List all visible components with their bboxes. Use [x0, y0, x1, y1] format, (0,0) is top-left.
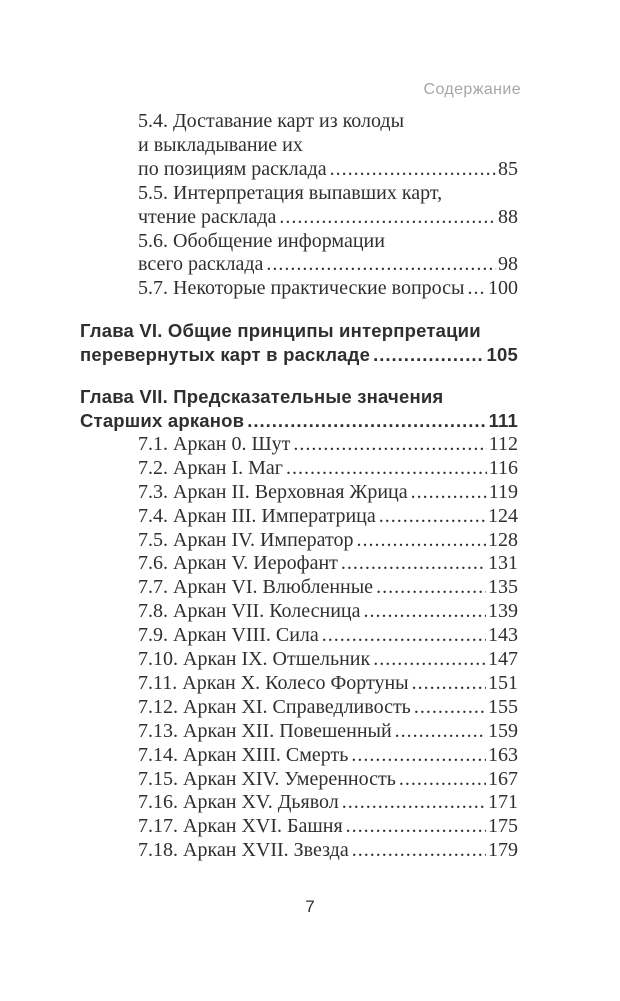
toc-entry-page: 100	[488, 277, 518, 300]
dot-leader	[414, 696, 486, 720]
toc-entry-page: 128	[488, 528, 518, 551]
toc-entry-text: 7.18. Аркан XVII. Звезда	[138, 839, 349, 862]
dot-leader	[293, 433, 486, 457]
toc-entry	[80, 110, 518, 134]
toc-entry-page: 105	[486, 344, 518, 366]
toc-entry	[80, 319, 518, 343]
toc-entry	[80, 744, 518, 768]
toc-entry-text: 7.10. Аркан IX. Отшельник	[138, 648, 371, 671]
dot-leader	[322, 624, 486, 648]
toc-entry-text: 7.3. Аркан II. Верховная Жрица	[138, 480, 408, 503]
dot-leader	[286, 457, 487, 481]
toc-entry-page: 98	[498, 253, 518, 276]
toc-entry	[80, 409, 518, 433]
toc-entry	[80, 576, 518, 600]
toc-entry	[80, 182, 518, 206]
toc-entry-text: Глава VI. Общие принципы интерпретации	[80, 320, 481, 342]
toc-entry	[80, 433, 518, 457]
toc-entry	[80, 230, 518, 254]
dot-leader	[376, 576, 486, 600]
page-number: 7	[305, 897, 315, 916]
toc-entry-page: 171	[488, 791, 518, 814]
toc-entry	[80, 277, 518, 301]
toc-entry	[80, 481, 518, 505]
toc-entry-page: 131	[488, 552, 518, 575]
toc-entry-text: 5.7. Некоторые практические вопросы	[138, 277, 465, 300]
toc-entry-text: и выкладывание их	[138, 133, 303, 156]
toc-entry-text: 7.4. Аркан III. Императрица	[138, 504, 376, 527]
toc-entry-page: 111	[488, 409, 518, 431]
toc-entry-page: 85	[498, 157, 518, 180]
toc-list	[80, 110, 518, 863]
dot-leader	[266, 253, 496, 277]
toc-entry	[80, 791, 518, 815]
toc-entry	[80, 720, 518, 744]
dot-leader	[373, 648, 486, 672]
toc-entry	[80, 648, 518, 672]
toc-entry	[80, 529, 518, 553]
toc-entry-text: 7.9. Аркан VIII. Сила	[138, 624, 319, 647]
toc-entry-page: 155	[488, 695, 518, 718]
toc-entry-text: 7.5. Аркан IV. Император	[138, 528, 354, 551]
toc-entry-page: 135	[488, 576, 518, 599]
toc-entry-page: 163	[488, 743, 518, 766]
toc-entry-text: 7.12. Аркан XI. Справедливость	[138, 695, 411, 718]
toc-entry	[80, 505, 518, 529]
toc-entry	[80, 158, 518, 182]
dot-leader	[467, 277, 486, 301]
dot-leader	[247, 409, 486, 433]
toc-entry	[80, 672, 518, 696]
toc-entry-text: 7.8. Аркан VII. Колесница	[138, 600, 361, 623]
toc-entry-text: 7.1. Аркан 0. Шут	[138, 432, 291, 455]
toc-entry-page: 112	[488, 432, 518, 455]
dot-leader	[356, 529, 486, 553]
toc-entry	[80, 552, 518, 576]
toc-entry-text: 5.6. Обобщение информации	[138, 229, 385, 252]
toc-entry-text: Глава VII. Предсказательные значения	[80, 386, 444, 408]
toc-entry-page: 88	[498, 205, 518, 228]
toc-entry-text: 5.4. Доставание карт из колоды	[138, 110, 405, 132]
dot-leader	[379, 505, 486, 529]
toc-entry-page: 116	[488, 456, 518, 479]
toc-entry-page: 159	[488, 719, 518, 742]
toc-entry	[80, 343, 518, 367]
toc-entry-page: 124	[488, 504, 518, 527]
toc-entry-text: чтение расклада	[138, 205, 277, 228]
toc-entry	[80, 385, 518, 409]
dot-leader	[364, 600, 487, 624]
dot-leader	[342, 791, 486, 815]
toc-entry-text: 7.15. Аркан XIV. Умеренность	[138, 767, 396, 790]
toc-entry-page: 167	[488, 767, 518, 790]
running-head: Содержание	[423, 81, 521, 98]
toc-entry	[80, 768, 518, 792]
dot-leader	[341, 552, 486, 576]
toc-entry	[80, 624, 518, 648]
toc-entry-text: 7.11. Аркан X. Колесо Фортуны	[138, 671, 409, 694]
dot-leader	[412, 672, 486, 696]
toc-entry-page: 175	[488, 815, 518, 838]
dot-leader	[411, 481, 487, 505]
toc-entry	[80, 815, 518, 839]
toc-entry-text: 7.13. Аркан XII. Повешенный	[138, 719, 392, 742]
toc-entry-text: 7.17. Аркан XVI. Башня	[138, 815, 343, 838]
dot-leader	[399, 768, 486, 792]
toc-entry-text: Старших арканов	[80, 409, 245, 431]
toc-entry-page: 147	[488, 648, 518, 671]
toc-entry-text: 7.16. Аркан XV. Дьявол	[138, 791, 339, 814]
toc-entry-page: 151	[488, 671, 518, 694]
toc-entry	[80, 134, 518, 158]
dot-leader	[346, 815, 486, 839]
dot-leader	[351, 744, 486, 768]
dot-leader	[279, 206, 496, 230]
toc-entry-page: 119	[488, 480, 518, 503]
toc-entry	[80, 253, 518, 277]
toc-entry-text: 7.6. Аркан V. Иерофант	[138, 552, 338, 575]
toc-entry-text: по позициям расклада	[138, 157, 327, 180]
dot-leader	[395, 720, 486, 744]
toc-entry-text: 7.2. Аркан I. Маг	[138, 456, 283, 479]
toc-entry	[80, 600, 518, 624]
dot-leader	[352, 839, 486, 863]
toc-entry-text: 7.7. Аркан VI. Влюбленные	[138, 576, 374, 599]
toc-entry-text: всего расклада	[138, 253, 264, 276]
dot-leader	[330, 158, 496, 182]
toc-entry-page: 139	[488, 600, 518, 623]
dot-leader	[373, 343, 484, 367]
toc-entry-text: 7.14. Аркан XIII. Смерть	[138, 743, 349, 766]
toc-entry	[80, 206, 518, 230]
toc-entry	[80, 839, 518, 863]
toc-entry-page: 179	[488, 839, 518, 862]
toc-entry-text: 5.5. Интерпретация выпавших карт,	[138, 181, 443, 204]
toc-entry	[80, 457, 518, 481]
toc-entry-text: перевернутых карт в раскладе	[80, 344, 371, 366]
toc-entry	[80, 696, 518, 720]
toc-entry-page: 143	[488, 624, 518, 647]
